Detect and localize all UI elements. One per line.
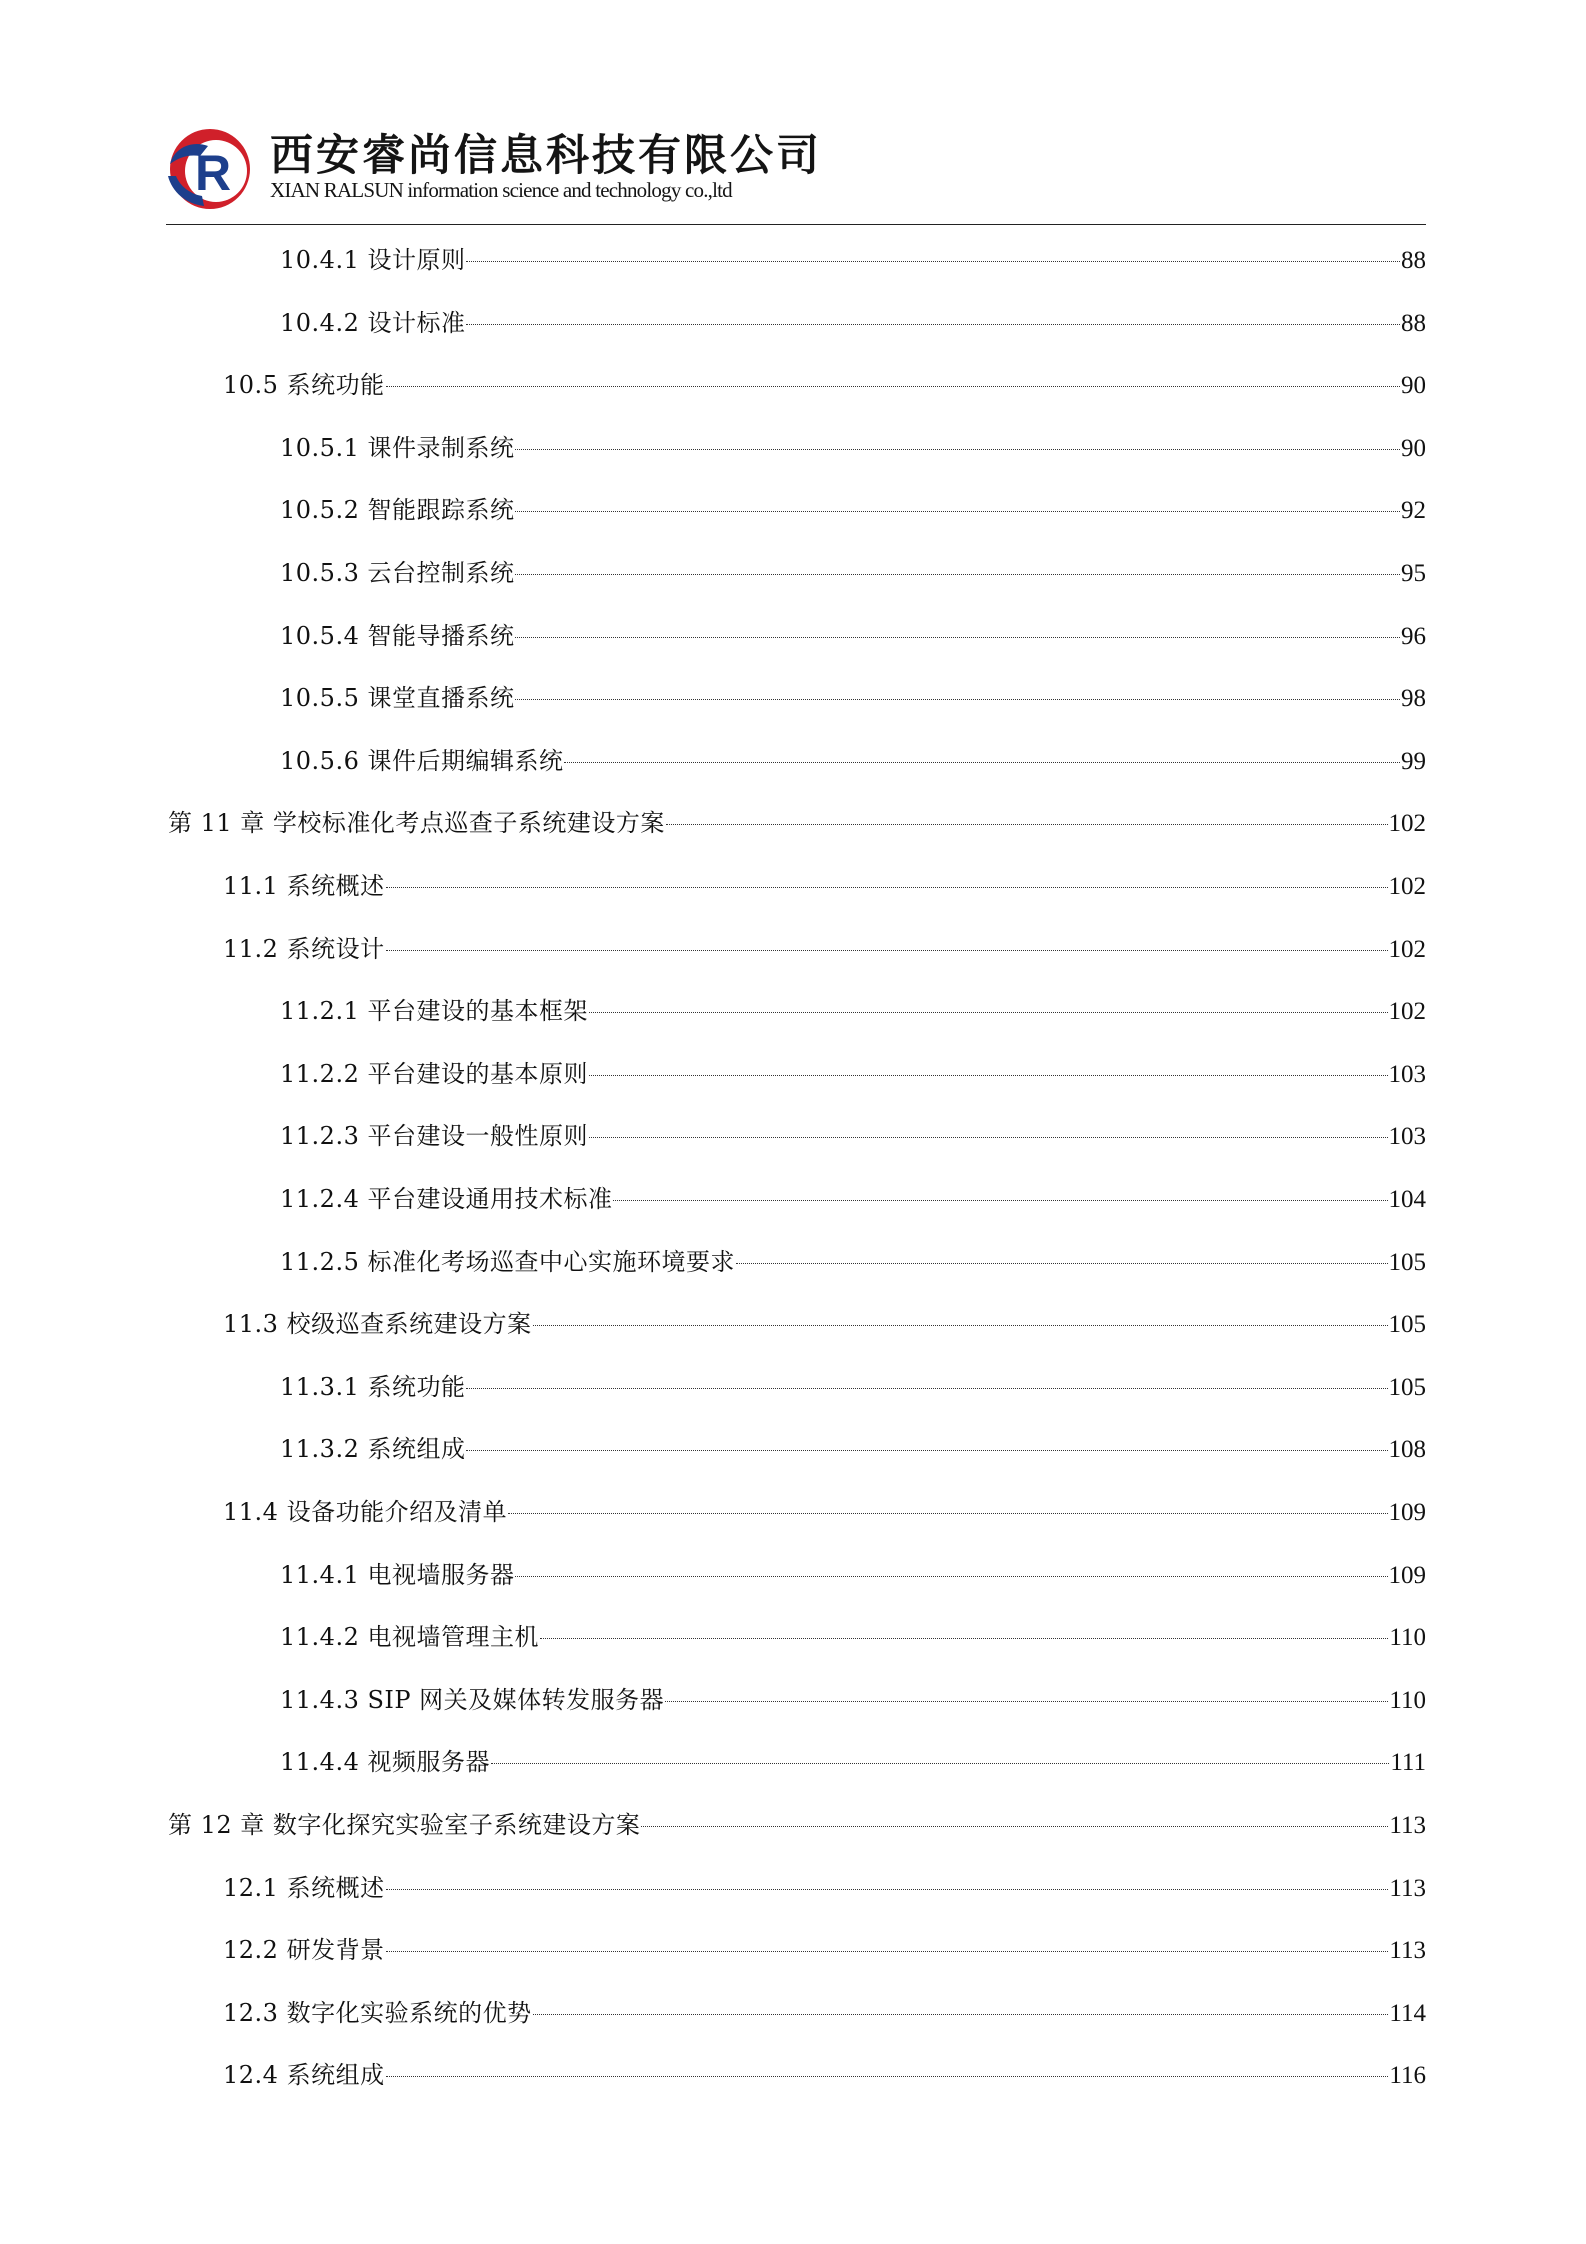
toc-entry-page-number: 99 [1401, 747, 1426, 775]
toc-entry[interactable] [168, 804, 1426, 842]
toc-entry-title: 10.5 系统功能 [223, 371, 385, 400]
toc-entry[interactable] [223, 366, 1426, 404]
toc-entry-page-number: 116 [1389, 2062, 1426, 2090]
toc-dot-leader [466, 1388, 1387, 1389]
toc-dot-leader [515, 449, 1400, 450]
toc-entry[interactable] [280, 1368, 1426, 1406]
toc-entry[interactable] [223, 1994, 1426, 2032]
toc-dot-leader [589, 1137, 1388, 1138]
toc-entry-title: 10.5.3 云台控制系统 [280, 559, 515, 587]
toc-entry-title: 11.4.1 电视墙服务器 [280, 1560, 515, 1589]
logo-letter: R [194, 145, 232, 201]
toc-entry-title: 第 12 章 数字化探究实验室子系统建设方案 [168, 1811, 641, 1839]
toc-entry[interactable] [223, 1305, 1426, 1343]
toc-entry-page-number: 98 [1401, 685, 1426, 713]
company-name-en: XIAN RALSUN information science and technology co.,ltd [270, 178, 732, 202]
toc-entry[interactable] [280, 1243, 1426, 1281]
toc-entry[interactable] [280, 1681, 1426, 1719]
toc-entry-title: 12.2 研发背景 [223, 1936, 385, 1965]
toc-entry-page-number: 103 [1388, 1123, 1426, 1151]
toc-dot-leader [665, 1701, 1388, 1702]
toc-entry-title: 11.3.1 系统功能 [280, 1372, 466, 1401]
toc-entry-page-number: 103 [1388, 1060, 1426, 1088]
toc-entry-title: 10.5.1 课件录制系统 [280, 433, 515, 462]
toc-entry-page-number: 113 [1389, 1874, 1426, 1902]
toc-entry-title: 12.4 系统组成 [223, 2061, 385, 2090]
toc-entry-title: 11.2.5 标准化考场巡查中心实施环境要求 [280, 1247, 735, 1276]
toc-entry-page-number: 102 [1388, 935, 1426, 963]
toc-dot-leader [540, 1638, 1388, 1639]
toc-entry-title: 11.3.2 系统组成 [280, 1435, 466, 1464]
toc-dot-leader [666, 824, 1388, 825]
company-name-cn: 西安睿尚信息科技有限公司 [270, 131, 822, 181]
toc-dot-leader [641, 1826, 1388, 1827]
toc-entry-title: 11.1 系统概述 [223, 872, 385, 900]
toc-entry[interactable] [223, 930, 1426, 968]
toc-dot-leader [386, 950, 1388, 951]
toc-dot-leader [533, 2014, 1389, 2015]
toc-dot-leader [515, 637, 1400, 638]
toc-dot-leader [386, 386, 1400, 387]
toc-entry[interactable] [280, 1743, 1426, 1781]
toc-entry-title: 11.2 系统设计 [223, 934, 385, 963]
toc-entry-title: 11.4.3 SIP 网关及媒体转发服务器 [280, 1685, 665, 1714]
toc-entry[interactable] [223, 1493, 1426, 1531]
toc-entry-title: 10.4.2 设计标准 [280, 308, 466, 337]
toc-entry-title: 10.5.2 智能跟踪系统 [280, 496, 515, 525]
toc-entry[interactable] [280, 554, 1426, 592]
toc-entry-page-number: 105 [1388, 1373, 1426, 1401]
toc-entry-page-number: 109 [1388, 1561, 1426, 1589]
toc-dot-leader [491, 1763, 1389, 1764]
toc-entry-title: 11.2.2 平台建设的基本原则 [280, 1059, 588, 1088]
toc-entry-page-number: 88 [1401, 309, 1426, 337]
toc-dot-leader [613, 1200, 1387, 1201]
toc-entry[interactable] [280, 1430, 1426, 1468]
toc-entry-title: 10.5.4 智能导播系统 [280, 621, 515, 650]
toc-entry[interactable] [280, 429, 1426, 467]
toc-entry-page-number: 113 [1389, 1812, 1426, 1839]
toc-entry-page-number: 114 [1389, 1999, 1426, 2027]
toc-dot-leader [466, 324, 1400, 325]
toc-entry-page-number: 102 [1388, 810, 1426, 838]
toc-dot-leader [515, 511, 1400, 512]
toc-dot-leader [564, 762, 1400, 763]
toc-entry[interactable] [223, 2056, 1426, 2094]
toc-entry[interactable] [280, 992, 1426, 1030]
toc-entry[interactable] [280, 1556, 1426, 1594]
toc-entry-title: 11.4.4 视频服务器 [280, 1748, 490, 1777]
toc-dot-leader [533, 1325, 1388, 1326]
toc-entry-title: 11.3 校级巡查系统建设方案 [223, 1310, 532, 1339]
toc-entry[interactable] [280, 1180, 1426, 1218]
toc-dot-leader [466, 261, 1400, 262]
toc-dot-leader [589, 1012, 1388, 1013]
toc-dot-leader [386, 1889, 1389, 1890]
toc-entry-page-number: 88 [1401, 247, 1426, 274]
toc-entry-page-number: 108 [1388, 1436, 1426, 1464]
toc-entry-page-number: 104 [1388, 1186, 1426, 1213]
toc-entry-title: 11.4.2 电视墙管理主机 [280, 1623, 539, 1652]
toc-entry-page-number: 105 [1388, 1311, 1426, 1339]
toc-entry-title: 第 11 章 学校标准化考点巡查子系统建设方案 [168, 809, 665, 838]
toc-entry-page-number: 96 [1401, 622, 1426, 650]
toc-entry-page-number: 110 [1389, 1624, 1426, 1652]
toc-entry-title: 11.2.4 平台建设通用技术标准 [280, 1185, 613, 1213]
toc-entry-page-number: 110 [1389, 1686, 1426, 1714]
toc-entry-title: 10.5.6 课件后期编辑系统 [280, 746, 564, 775]
toc-entry-title: 10.4.1 设计原则 [280, 246, 466, 274]
toc-entry-page-number: 95 [1401, 560, 1426, 587]
toc-entry[interactable] [223, 867, 1426, 905]
toc-dot-leader [386, 1951, 1389, 1952]
toc-entry[interactable] [280, 241, 1426, 279]
toc-dot-leader [508, 1513, 1387, 1514]
toc-entry-page-number: 102 [1388, 998, 1426, 1026]
toc-entry[interactable] [280, 1117, 1426, 1155]
toc-dot-leader [466, 1450, 1387, 1451]
toc-entry[interactable] [280, 742, 1426, 780]
toc-entry-page-number: 92 [1401, 497, 1426, 525]
toc-entry-title: 11.2.3 平台建设一般性原则 [280, 1122, 588, 1151]
toc-entry-title: 11.4 设备功能介绍及清单 [223, 1498, 508, 1526]
toc-entry-title: 12.3 数字化实验系统的优势 [223, 1998, 532, 2027]
toc-dot-leader [515, 699, 1400, 700]
toc-dot-leader [589, 1075, 1388, 1076]
toc-entry-page-number: 109 [1388, 1499, 1426, 1526]
toc-entry[interactable] [280, 491, 1426, 529]
toc-entry-title: 10.5.5 课堂直播系统 [280, 684, 515, 713]
toc-dot-leader [386, 2076, 1389, 2077]
toc-dot-leader [386, 887, 1388, 888]
toc-entry[interactable] [223, 1931, 1426, 1969]
toc-entry-page-number: 105 [1388, 1248, 1426, 1276]
toc-entry[interactable] [280, 1055, 1426, 1093]
toc-entry[interactable] [280, 617, 1426, 655]
toc-entry[interactable] [168, 1806, 1426, 1844]
toc-entry[interactable] [280, 304, 1426, 342]
toc-entry-page-number: 111 [1390, 1749, 1426, 1777]
toc-dot-leader [515, 1576, 1387, 1577]
toc-entry-page-number: 102 [1388, 873, 1426, 900]
toc-entry-title: 12.1 系统概述 [223, 1873, 385, 1902]
toc-entry-page-number: 90 [1401, 434, 1426, 462]
toc-dot-leader [736, 1263, 1388, 1264]
toc-entry[interactable] [280, 1618, 1426, 1656]
toc-entry-title: 11.2.1 平台建设的基本框架 [280, 997, 588, 1026]
toc-entry-page-number: 90 [1401, 372, 1426, 400]
toc-dot-leader [515, 574, 1400, 575]
toc-entry[interactable] [223, 1869, 1426, 1907]
toc-entry[interactable] [280, 679, 1426, 717]
toc-entry-page-number: 113 [1389, 1937, 1426, 1965]
